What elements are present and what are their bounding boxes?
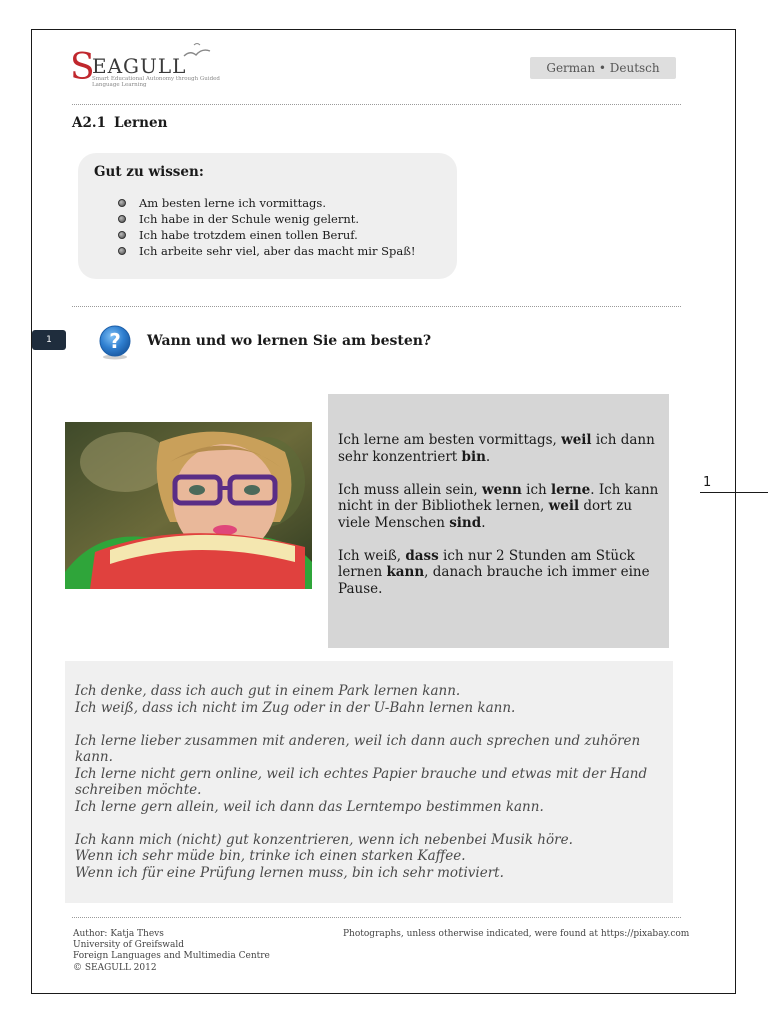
logo-tagline: Smart Educational Autonomy through Guided Language Learning — [92, 76, 220, 88]
phrase-line: Ich weiß, dass ich nicht im Zug oder in der U-Bahn lernen kann. — [75, 699, 516, 716]
footer-author: Author: Katja Thevs — [73, 929, 164, 939]
footer-department: Foreign Languages and Multimedia Centre — [73, 951, 270, 962]
bullet-icon — [118, 247, 126, 255]
phrase-line: Ich lerne nicht gern online, weil ich echtes Papier brauche und etwas mit der Hand schreiben möchte. — [75, 765, 648, 798]
divider — [72, 917, 681, 918]
photo-credit: Photographs, unless otherwise indicated, were found at https://pixabay.com — [343, 929, 690, 939]
phrase-line: Ich kann mich (nicht) gut konzentrieren, wenn ich nebenbei Musik höre. — [75, 831, 573, 848]
phrase-line: Wenn ich für eine Prüfung lernen muss, bin ich sehr motiviert. — [75, 864, 504, 881]
divider — [72, 306, 681, 307]
phrase-line: Ich lerne gern allein, weil ich dann das Lerntempo bestimmen kann. — [75, 798, 544, 815]
bullet-icon — [118, 199, 126, 207]
example-paragraph: Ich weiß, dass ich nur 2 Stunden am Stück lernen kann, danach brauche ich immer eine Pause. — [338, 547, 650, 597]
unit-title — [72, 115, 175, 131]
logo-wordmark: EAGULL — [92, 54, 187, 78]
question-mark-icon — [97, 324, 133, 360]
seagull-bird-icon — [182, 42, 212, 64]
phrase-line: Wenn ich sehr müde bin, trinke ich einen starken Kaffee. — [75, 848, 466, 864]
phrase-line: Ich denke, dass ich auch gut in einem Park lernen kann. — [75, 683, 461, 699]
unit-name: Lernen — [113, 115, 168, 131]
unit-code: A2.1 — [72, 115, 106, 131]
example-text-box — [328, 394, 669, 648]
margin-number: 1 — [703, 475, 712, 490]
phrase-group — [75, 733, 665, 816]
margin-line — [700, 492, 768, 493]
language-badge: German • Deutsch — [530, 57, 676, 79]
footer-university: University of Greifswald — [73, 940, 184, 951]
svg-text:?: ? — [109, 329, 121, 353]
example-paragraph: Ich lerne am besten vormittags, weil ich dann sehr konzentriert bin. — [338, 432, 655, 465]
list-item: Am besten lerne ich vormittags. — [118, 195, 416, 211]
logo-initial: S — [70, 47, 95, 88]
footer-credits — [73, 929, 270, 974]
phrases-text — [75, 683, 665, 898]
list-item: Ich habe in der Schule wenig gelernt. — [118, 211, 416, 227]
footer-copyright: © SEAGULL 2012 — [73, 962, 157, 973]
divider — [72, 104, 681, 105]
info-box-title: Gut zu wissen: — [94, 164, 204, 180]
list-item: Ich arbeite sehr viel, aber das macht mir Spaß! — [118, 243, 416, 259]
bullet-icon — [118, 231, 126, 239]
example-text — [338, 432, 660, 614]
example-paragraph: Ich muss allein sein, wenn ich lerne. Ich kann nicht in der Bibliothek lernen, weil dort zu viele Menschen sind. — [338, 481, 659, 531]
phrase-group — [75, 832, 665, 882]
list-item: Ich habe trotzdem einen tollen Beruf. — [118, 227, 416, 243]
exercise-question: Wann und wo lernen Sie am besten? — [147, 333, 432, 349]
bullet-icon — [118, 215, 126, 223]
info-list — [118, 195, 416, 259]
woman-reading-photo — [65, 422, 312, 589]
exercise-number-badge: 1 — [32, 330, 66, 350]
good-to-know-box — [78, 153, 457, 279]
seagull-logo — [70, 42, 220, 92]
phrase-group — [75, 683, 665, 716]
phrases-box — [65, 661, 673, 903]
phrase-line: Ich lerne lieber zusammen mit anderen, weil ich dann auch sprechen und zuhören kann. — [75, 732, 641, 765]
